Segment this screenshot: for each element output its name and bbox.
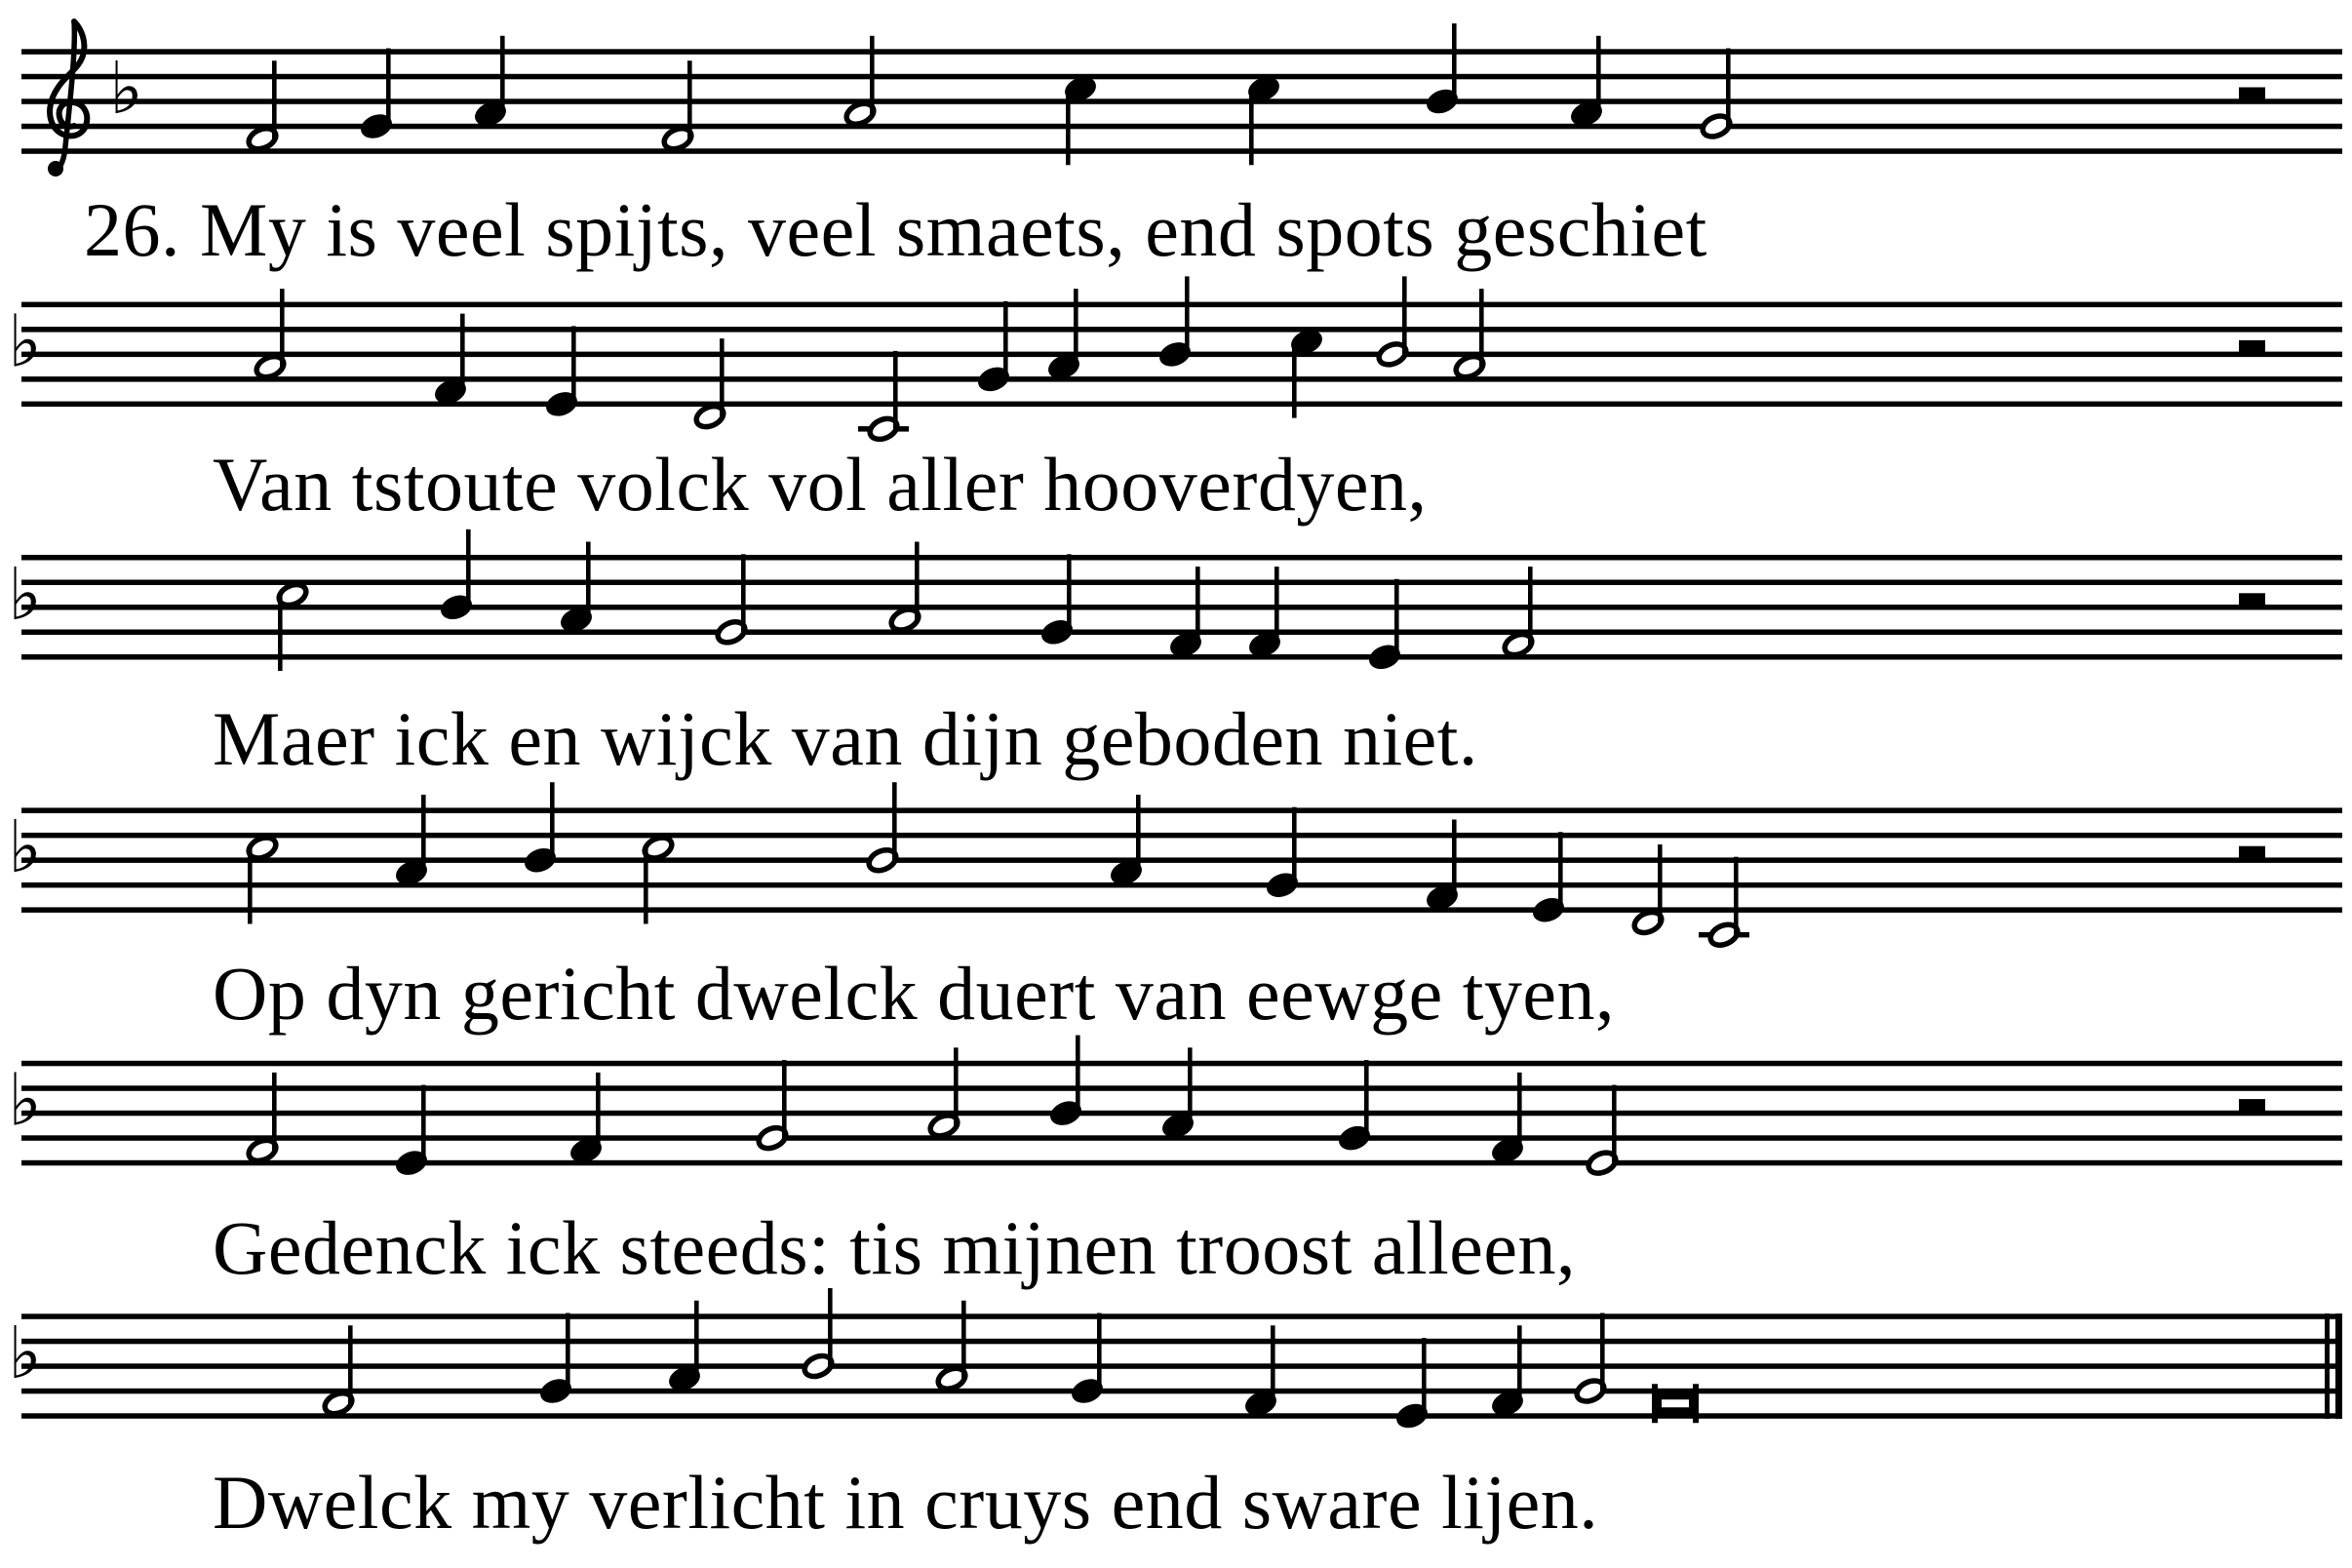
- staff-line: [21, 857, 2342, 863]
- note-stem: [566, 1313, 570, 1392]
- staff-system-3: [8, 529, 2342, 674]
- flat-key-signature: ♭: [109, 47, 143, 131]
- note-stem: [1402, 276, 1407, 354]
- note-stem: [1074, 289, 1078, 367]
- note-E4-quarter: [1365, 579, 1403, 674]
- staff-line: [21, 605, 2342, 610]
- note-stem: [694, 1301, 699, 1379]
- staff-line: [21, 327, 2342, 333]
- note-stem: [460, 314, 465, 392]
- note-G4-quarter: [1263, 807, 1301, 902]
- note-G4-quarter: [536, 1313, 574, 1408]
- note-G4-quarter: [357, 49, 395, 143]
- note-stem: [278, 595, 283, 671]
- staff-line: [21, 907, 2342, 913]
- staff-line: [21, 148, 2342, 154]
- staff-line: [21, 49, 2342, 55]
- staff-line: [21, 807, 2342, 813]
- note-stem: [1612, 1085, 1617, 1163]
- note-stem: [782, 1060, 787, 1138]
- breve-left-stroke: [1652, 1384, 1658, 1423]
- staff-system-2: [8, 276, 2342, 443]
- final-barline-thick: [2335, 1313, 2342, 1419]
- flat-key-signature: ♭: [8, 1312, 42, 1395]
- note-stem: [1066, 89, 1071, 165]
- note-stem: [1658, 844, 1663, 922]
- note-stem: [1003, 301, 1008, 379]
- breve-hollow: [1662, 1399, 1689, 1407]
- note-G4-half: [756, 1060, 789, 1153]
- staff-line: [21, 580, 2342, 586]
- lyric-line-2: Van tstoute volck vol aller hooverdyen,: [213, 442, 1428, 527]
- note-stem: [272, 60, 277, 138]
- note-stem: [1734, 857, 1739, 935]
- flat-key-signature: ♭: [8, 552, 42, 637]
- note-stem: [1196, 567, 1200, 645]
- flat-key-signature: ♭: [8, 299, 42, 384]
- note-stem: [280, 289, 285, 367]
- note-stem: [1097, 1313, 1102, 1392]
- note-stem: [1394, 579, 1399, 657]
- note-C4-half: [1699, 857, 1749, 950]
- line-end-rest: [2239, 88, 2265, 101]
- note-E4-half: [1586, 1085, 1619, 1178]
- note-stem: [1517, 1325, 1522, 1403]
- note-stem: [828, 1288, 833, 1366]
- note-stem: [1452, 819, 1457, 897]
- note-stem: [1517, 1073, 1522, 1151]
- note-B4-half: [802, 1288, 835, 1381]
- note-stem: [1249, 89, 1254, 165]
- note-stem: [348, 1325, 353, 1403]
- flat-key-signature: ♭: [8, 805, 42, 890]
- note-B4-half: [866, 782, 899, 875]
- lyric-line-5: Gedenck ick steeds: tis mijnen troost alleen,: [213, 1205, 1576, 1290]
- note-E4-quarter: [1392, 1338, 1431, 1432]
- note-G4-half: [1574, 1313, 1607, 1406]
- note-stem: [644, 847, 648, 923]
- note-stem: [500, 36, 505, 114]
- staff-system-5: [8, 1036, 2342, 1180]
- staff-line: [21, 833, 2342, 839]
- note-B4-quarter: [1046, 1036, 1084, 1130]
- note-stem: [386, 49, 391, 127]
- note-stem: [421, 795, 426, 873]
- note-E4-quarter: [392, 1085, 430, 1180]
- note-stem: [466, 529, 471, 608]
- note-G4-quarter: [1038, 554, 1076, 648]
- note-stem: [586, 542, 591, 620]
- note-G4-half: [1700, 49, 1733, 141]
- staff-system-4: [8, 782, 2342, 949]
- note-stem: [1067, 554, 1072, 632]
- note-stem: [1726, 49, 1731, 127]
- note-stem: [272, 1073, 277, 1151]
- staff-line: [21, 402, 2342, 408]
- note-stem: [893, 351, 898, 429]
- note-stem: [954, 1047, 959, 1125]
- note-stem: [1292, 807, 1297, 885]
- note-stem: [248, 847, 253, 923]
- note-G4-quarter: [974, 301, 1012, 396]
- staff-line: [21, 882, 2342, 888]
- note-stem: [1479, 289, 1484, 367]
- note-B4-quarter: [437, 529, 475, 624]
- note-stem: [1185, 276, 1190, 354]
- note-stem: [892, 782, 897, 860]
- line-end-rest: [2239, 593, 2265, 607]
- lyric-line-4: Op dyn gericht dwelck duert van eewge tyen,: [213, 951, 1615, 1036]
- note-C4-half: [858, 351, 909, 444]
- note-F4-breve: [1652, 1384, 1699, 1423]
- lyric-line-3: Maer ick en wijck van dijn geboden niet.: [213, 696, 1478, 781]
- clef-tail-dot: [48, 161, 63, 176]
- note-G4-quarter: [1068, 1313, 1106, 1408]
- staff-system-1: [21, 21, 2342, 176]
- breve-right-stroke: [1693, 1384, 1699, 1423]
- note-stem: [1596, 36, 1601, 114]
- line-end-rest: [2239, 1099, 2265, 1113]
- staff-line: [21, 1339, 2342, 1345]
- note-G4-quarter: [1335, 1060, 1373, 1155]
- line-end-rest: [2239, 340, 2265, 354]
- staff-line: [21, 98, 2342, 104]
- staff-line: [21, 1313, 2342, 1319]
- note-stem: [1274, 567, 1279, 645]
- staff-system-6: [8, 1288, 2342, 1432]
- flat-key-signature: ♭: [8, 1058, 42, 1143]
- note-stem: [1528, 567, 1533, 645]
- note-stem: [870, 36, 875, 114]
- note-G4-half: [715, 554, 748, 647]
- note-stem: [915, 542, 920, 620]
- lyric-line-1: 26. My is veel spijts, veel smaets, end spots geschiet: [84, 187, 1707, 272]
- note-stem: [1364, 1060, 1369, 1138]
- note-stem: [1292, 342, 1297, 418]
- staff-line: [21, 1363, 2342, 1369]
- note-stem: [1136, 795, 1141, 873]
- note-B4-quarter: [1423, 23, 1461, 118]
- note-stem: [961, 1301, 966, 1379]
- note-stem: [1076, 1036, 1080, 1114]
- staff-line: [21, 1085, 2342, 1091]
- note-stem: [1271, 1325, 1275, 1403]
- note-stem: [1452, 23, 1457, 101]
- final-barline-thin: [2325, 1313, 2330, 1419]
- staff-line: [21, 1061, 2342, 1067]
- note-stem: [1188, 1047, 1193, 1125]
- staff-line: [21, 1413, 2342, 1419]
- note-stem: [571, 326, 576, 404]
- line-end-rest: [2239, 846, 2265, 860]
- staff-line: [21, 376, 2342, 382]
- note-B4-quarter: [521, 782, 559, 877]
- note-stem: [550, 782, 555, 860]
- note-stem: [741, 554, 746, 632]
- note-stem: [1422, 1338, 1427, 1416]
- note-E4-quarter: [1529, 832, 1567, 926]
- note-stem: [1558, 832, 1563, 910]
- lyric-line-6: Dwelck my verlicht in cruys end sware lijen.: [213, 1460, 1599, 1545]
- note-stem: [720, 338, 725, 416]
- note-B4-quarter: [1156, 276, 1194, 371]
- staff-line: [21, 302, 2342, 308]
- staff-line: [21, 1389, 2342, 1394]
- note-stem: [687, 60, 692, 138]
- note-stem: [421, 1085, 426, 1163]
- note-E4-quarter: [542, 326, 580, 420]
- note-B4-half: [1376, 276, 1409, 369]
- note-stem: [1600, 1313, 1605, 1392]
- staff-line: [21, 74, 2342, 80]
- staff-line: [21, 1160, 2342, 1166]
- staff-line: [21, 630, 2342, 636]
- note-stem: [596, 1073, 601, 1151]
- staff-line: [21, 555, 2342, 561]
